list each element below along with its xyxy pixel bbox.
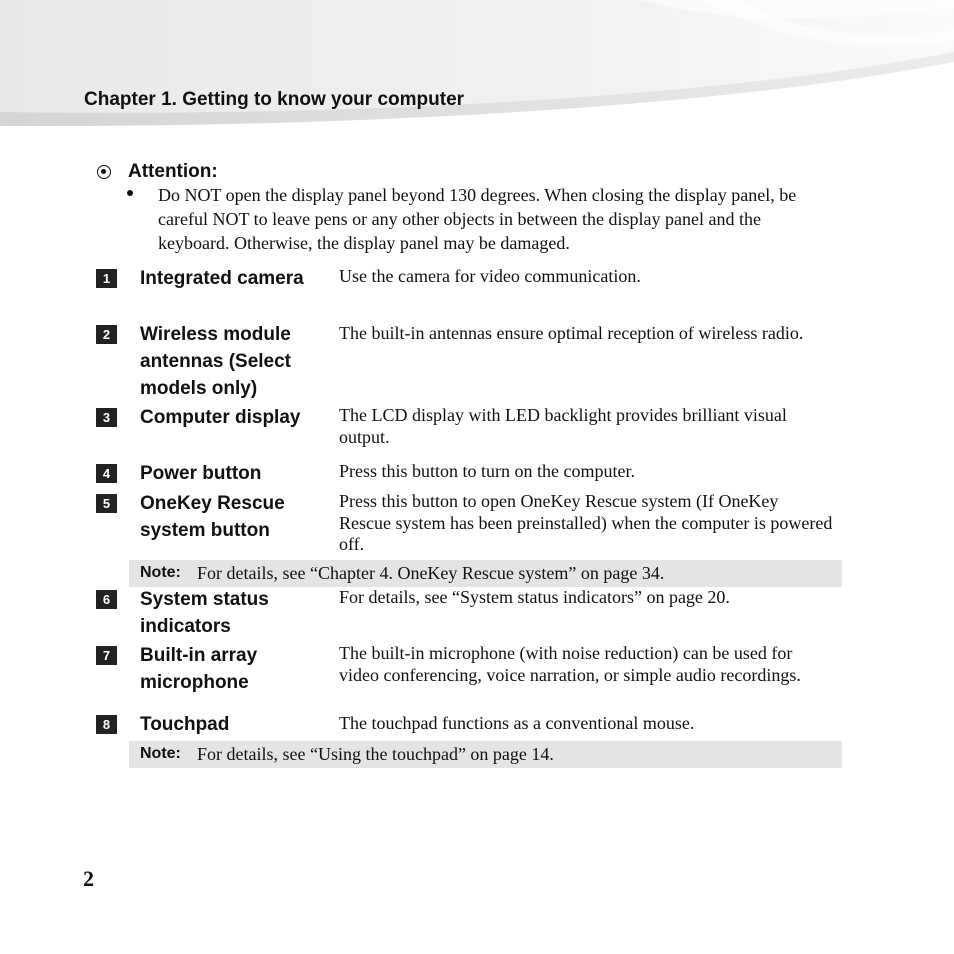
- note-box: [129, 741, 842, 768]
- item-description: Press this button to turn on the computer.: [339, 461, 635, 481]
- item-label: Wireless module antennas (Select models only): [140, 324, 291, 399]
- item-label: Computer display: [140, 407, 301, 428]
- item-label: OneKey Rescue system button: [140, 493, 285, 541]
- item-number-badge: 1: [96, 269, 117, 288]
- item-description: The built-in microphone (with noise reduction) can be used for video conferencing, voice narration, or simple audio recordings.: [339, 643, 801, 685]
- item-label: Integrated camera: [140, 268, 304, 289]
- note-text: For details, see “Chapter 4. OneKey Rescue system” on page 34.: [197, 563, 665, 583]
- attention-title: Attention:: [128, 161, 218, 182]
- header-swoosh: [0, 0, 954, 135]
- item-label: Power button: [140, 463, 262, 484]
- note-label: Note:: [140, 564, 181, 581]
- page-number: 2: [83, 866, 94, 891]
- item-description: The LCD display with LED backlight provides brilliant visual output.: [339, 405, 787, 447]
- item-description: Use the camera for video communication.: [339, 266, 641, 286]
- item-number-badge: 3: [96, 408, 117, 427]
- item-description: The built-in antennas ensure optimal reception of wireless radio.: [339, 323, 804, 343]
- note-label: Note:: [140, 745, 181, 762]
- item-description: Press this button to open OneKey Rescue system (If OneKey Rescue system has been preinstalled) when the computer is powered off.: [339, 491, 833, 554]
- item-label: Built-in array microphone: [140, 645, 258, 693]
- note-text: For details, see “Using the touchpad” on page 14.: [197, 744, 554, 764]
- item-label: System status indicators: [140, 589, 269, 637]
- item-number-badge: 4: [96, 464, 117, 483]
- item-number-badge: 2: [96, 325, 117, 344]
- item-number-badge: 6: [96, 590, 117, 609]
- attention-icon: [97, 165, 111, 179]
- attention-bullet-text: Do NOT open the display panel beyond 130 degrees. When closing the display panel, be careful NOT to leave pens or any other objects in between the display panel and the keyboard. Otherwise, the display panel may be damaged.: [158, 185, 797, 253]
- note-box: [129, 560, 842, 587]
- item-description: For details, see “System status indicators” on page 20.: [339, 587, 730, 607]
- item-number-badge: 5: [96, 494, 117, 513]
- item-label: Touchpad: [140, 714, 230, 735]
- item-number-badge: 7: [96, 646, 117, 665]
- item-description: The touchpad functions as a conventional mouse.: [339, 713, 695, 733]
- chapter-title: Chapter 1. Getting to know your computer: [84, 89, 465, 110]
- item-number-badge: 8: [96, 715, 117, 734]
- bullet-dot-icon: [127, 190, 133, 196]
